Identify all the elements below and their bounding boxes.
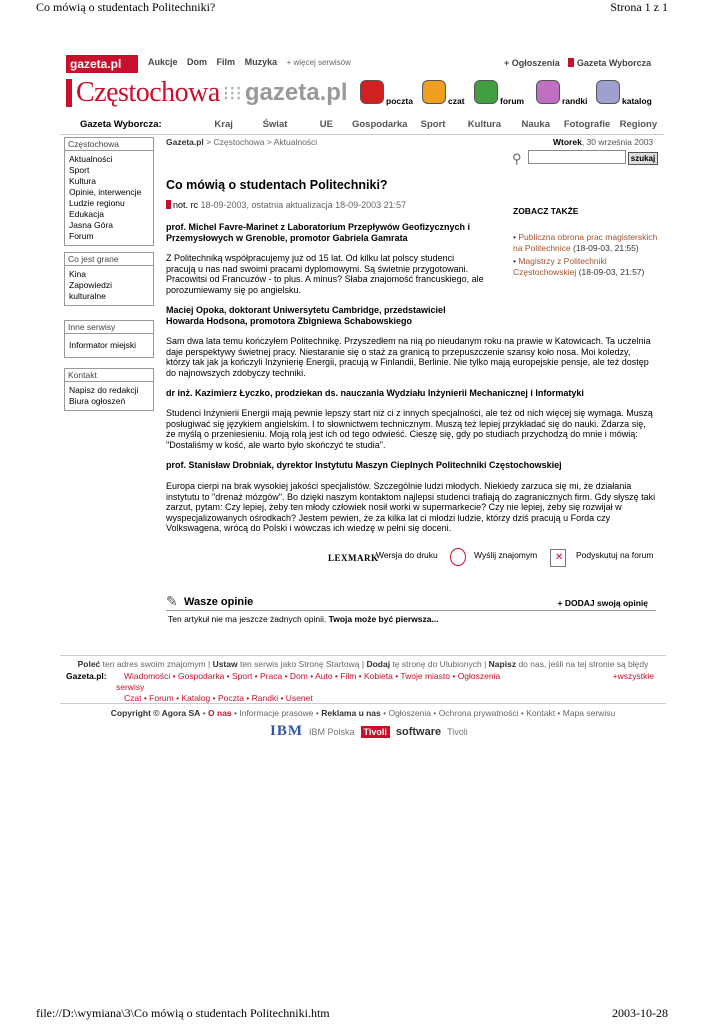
print-title: Co mówią o studentach Politechniki?	[36, 0, 216, 14]
article-actions	[326, 545, 666, 573]
speaker-3: dr inż. Kazimierz Łyczko, prodziekan ds. nauczania Wydziału Inżynierii Mechanicznej i Informatyki	[166, 388, 584, 398]
ogloszenia-link[interactable]: + Ogłoszenia	[504, 58, 560, 68]
gw-square-icon	[568, 58, 574, 67]
sidebar-header: Co jest grane	[65, 253, 153, 266]
speaker-2: Maciej Opoka, doktorant Uniwersytetu Cambridge, przedstawiciel Howarda Hodsona, promotora Zbigniewa Schabowskiego	[166, 305, 446, 326]
sidebar-kontakt	[64, 368, 154, 411]
breadcrumb-root[interactable]: Gazeta.pl	[166, 137, 204, 147]
print-footer	[36, 1006, 668, 1021]
gazeta-links	[66, 671, 662, 701]
ibm-logo[interactable]: IBM	[270, 723, 303, 739]
sidebar-item-edukacja[interactable]: Edukacja	[69, 209, 104, 219]
gazeta-logo[interactable]: gazeta.pl	[66, 55, 138, 73]
forum-icon	[474, 80, 498, 104]
lexmark-logo[interactable]: LEXMARK	[328, 553, 379, 563]
print-page: Strona 1 z 1	[610, 0, 668, 14]
bottom-text: do nas, jeśli na tej stronie są błędy	[516, 659, 649, 669]
add-favorites-link[interactable]: Dodaj	[366, 659, 391, 669]
sidebar-header: Częstochowa	[65, 138, 153, 151]
recommend-link[interactable]: Poleć	[77, 659, 101, 669]
set-homepage-link[interactable]: Ustaw	[212, 659, 238, 669]
mail-icon	[360, 80, 384, 104]
see-also-item[interactable]: • Publiczna obrona prac magisterskich na Politechnice (18-09-03, 21:55)	[513, 232, 658, 253]
nav-item-kultura[interactable]: Kultura	[467, 119, 502, 130]
chat-icon	[422, 80, 446, 104]
current-date	[553, 137, 653, 147]
opinions-divider	[166, 610, 656, 611]
print-date: 2003-10-28	[612, 1006, 668, 1020]
sponsors	[270, 723, 468, 740]
sidebar-inne-serwisy	[64, 320, 154, 358]
opinions-empty	[168, 614, 439, 624]
service-label: katalog	[622, 96, 652, 106]
nav-item-nauka[interactable]: Nauka	[521, 119, 550, 130]
nav-label: Gazeta Wyborcza:	[80, 119, 162, 130]
paragraph-3: Studenci Inżynierii Energii mają pewnie lepszy start niż ci z innych specjalności, ale też od nich więcej się wymaga. Muszą posługiwać się językiem angielskim. I to słownictwem technicznym. Muszą też lepiej przykładać się do nauki. Zdarza się, że myślą o przeniesieniu. Moją rolą jest ich od tego odwieść. Cieszę się, gdy po studiach przychodzą do mnie i mówią: "Dostaliśmy w kość, ale warto było skończyć te studia".	[166, 408, 653, 450]
search-button[interactable]: szukaj	[628, 152, 658, 165]
top-right-links	[504, 58, 651, 68]
breadcrumb	[166, 137, 317, 147]
masthead[interactable]	[66, 78, 356, 108]
article-byline	[166, 200, 406, 210]
byline-marker-icon	[166, 200, 171, 209]
tivoli-text[interactable]: Tivoli	[447, 726, 468, 737]
nav-item-regiony[interactable]: Regiony	[619, 119, 658, 130]
sidebar-item-opinie[interactable]: Opinie, interwencje	[69, 187, 142, 197]
speaker-4: prof. Stanisław Drobniak, dyrektor Instytutu Maszyn Cieplnych Politechniki Częstochowskiej	[166, 460, 562, 470]
gazeta-links-row[interactable]: Wiadomości • Gospodarka • Sport • Praca • Dom • Auto • Film • Kobieta • Twoje miasto • Ogłoszenia	[124, 671, 501, 681]
copyright-text: Copyright © Agora SA	[110, 708, 201, 718]
see-also	[513, 206, 663, 278]
ibm-polska[interactable]: IBM Polska	[309, 726, 355, 737]
service-label: randki	[562, 96, 588, 106]
see-also-date: (18-09-03, 21:55)	[573, 243, 639, 253]
nav-item-fotografie[interactable]: Fotografie	[563, 119, 611, 130]
sidebar-czestochowa	[64, 137, 154, 246]
sidebar-item-zapowiedzi[interactable]: Zapowiedzi	[69, 280, 112, 290]
byline-author: not. rc	[173, 200, 199, 210]
more-services-link[interactable]: + więcej serwisów	[286, 58, 351, 67]
pencil-icon: ✎	[166, 593, 178, 609]
sidebar-item-kulturalne[interactable]: kulturalne	[69, 291, 106, 301]
date-icon	[536, 80, 560, 104]
opinions-empty-text: Ten artykuł nie ma jeszcze żadnych opinii.	[168, 614, 329, 624]
sidebar-item-sport[interactable]: Sport	[69, 165, 90, 175]
see-also-link[interactable]: Magistrzy z Politechniki Częstochowskiej	[513, 256, 607, 277]
nav-item-gospodarka[interactable]: Gospodarka	[351, 119, 408, 130]
see-also-link[interactable]: Publiczna obrona prac magisterskich na Politechnice	[513, 232, 658, 253]
see-also-date: (18-09-03, 21:57)	[578, 267, 645, 277]
breadcrumb-rest[interactable]: > Częstochowa > Aktualności	[203, 137, 318, 147]
copyright-links[interactable]: • Ogłoszenia • Ochrona prywatności • Kontakt • Mapa serwisu	[380, 708, 616, 718]
top-link-film[interactable]: Film	[216, 57, 236, 67]
nav-item-kraj[interactable]: Kraj	[214, 119, 233, 130]
service-label: czat	[448, 96, 465, 106]
gazeta-wyborcza-link[interactable]: Gazeta Wyborcza	[576, 58, 652, 68]
masthead-brand: gazeta.pl	[244, 79, 348, 106]
bottom-text: tę stronę do Ulubionych |	[390, 659, 489, 669]
search-input[interactable]	[528, 150, 626, 164]
date-rest: , 30 września 2003	[581, 137, 654, 147]
nav-item-ue[interactable]: UE	[319, 119, 333, 130]
paragraph-4: Europa cierpi na brak wysokiej jakości specjalistów. Szczególnie ludzi młodych. Niekiedy zarzuca się mi, że działania instytutu to "drenaż mózgów". Bo dzięki naszym kontaktom najlepsi studenci trafiają do zagranicznych firm. Gdy słyszę taki zarzut, pytam: Czy lepiej, żeby ten młody człowiek nosił worki w supermarkecie? Czy nie lepiej, żeby się rozwijał w wyspecjalizowanych ośrodkach? Jestem pewien, że za kilka lat ci młodzi ludzie, którzy dziś pracują u Forda czy Volkswagena, wrócą do Polski i wówczas ich wiedzę w pełni się doceni.	[166, 481, 656, 533]
bottom-utility-bar	[60, 655, 666, 669]
send-to-friends-link[interactable]: Wyślij znajomym	[474, 550, 538, 560]
about-link[interactable]: O nas	[208, 708, 232, 718]
gazeta-links-row[interactable]: Czat • Forum • Katalog • Poczta • Randki • Usenet	[124, 693, 313, 703]
top-link-dom[interactable]: Dom	[187, 57, 208, 67]
date-day: Wtorek	[553, 137, 582, 147]
print-version-link[interactable]: Wersja do druku	[376, 550, 438, 560]
masthead-city: Częstochowa	[76, 77, 220, 108]
software-label: software	[395, 725, 442, 738]
dots-icon: ⁝⁝⁝	[222, 82, 242, 105]
opinions-title: Wasze opinie	[184, 596, 254, 608]
search-icon: ⚲	[512, 151, 522, 166]
advertising-link[interactable]: Reklama u nas	[321, 708, 381, 718]
print-path: file://D:\wymiana\3\Co mówią o studentach Politechniki.htm	[36, 1006, 330, 1020]
service-label: forum	[500, 96, 525, 106]
nav-item-swiat[interactable]: Świat	[262, 119, 288, 130]
service-label: poczta	[386, 96, 413, 106]
discuss-icon[interactable]: ✕	[550, 549, 566, 567]
nav-item-sport[interactable]: Sport	[420, 119, 446, 130]
article-title: Co mówią o studentach Politechniki?	[166, 178, 388, 192]
sidebar-item-napisz[interactable]: Napisz do redakcji	[69, 385, 139, 395]
sidebar-header: Inne serwisy	[65, 321, 153, 334]
masthead-bar	[66, 79, 72, 107]
sidebar-item-informator[interactable]: Informator miejski	[69, 340, 137, 350]
speaker-1: prof. Michel Favre-Marinet z Laboratorium Przepływów Geofizycznych i Przemysłowych w Grenoble, promotor Gabriela Gamrata	[166, 222, 471, 243]
gazeta-links-label: Gazeta.pl:	[66, 671, 107, 681]
paragraph-1: Z Politechniką współpracujemy już od 15 lat. Od kilku lat polscy studenci pracują u nas nad swoimi pracami dyplomowymi. Są świetnie przygotowani. Pracowitsi od Francuzów - to plus. A minus? Słaba znajomość francuskiego, ale porozumiewamy się po angielsku.	[166, 253, 484, 295]
write-us-link[interactable]: Napisz	[488, 659, 517, 669]
catalog-icon	[596, 80, 620, 104]
sidebar-item-forum[interactable]: Forum	[69, 231, 94, 241]
top-link-muzyka[interactable]: Muzyka	[244, 57, 278, 67]
sidebar-header: Kontakt	[65, 369, 153, 382]
byline-dates: 18-09-2003, ostatnia aktualizacja 18-09-2003 21:57	[198, 200, 407, 210]
add-opinion-link[interactable]: + DODAJ swoją opinię	[557, 598, 648, 608]
paragraph-2: Sam dwa lata temu kończyłem Politechnikę. Przyszedłem na nią po nieudanym roku na prawie w Katowicach. Ta uczelnia daje perspektywy świetnej pracy. Niestaranie się o staż za granicą to przepuszczenie szansy koło nosa. Moi koledzy, którzy tak jak ja kończyli Inżynierię Energii, pracują w Finlandii, Berlinie. Nie tylko mają europejskie pensje, ale też dostęp do najnowszych zdobyczy techniki.	[166, 336, 651, 378]
see-also-title: ZOBACZ TAKŻE	[513, 206, 579, 216]
opinions-section	[166, 593, 656, 623]
sidebar-item-ludzie[interactable]: Ludzie regionu	[69, 198, 125, 208]
tivoli-logo[interactable]: Tivoli	[361, 726, 390, 738]
opinions-first: Twoja może być pierwsza...	[328, 614, 439, 624]
top-link-aukcje[interactable]: Aukcje	[148, 57, 178, 67]
copyright-bar: Copyright © Agora SA • O nas • Informacje prasowe • Reklama u nas • Ogłoszenia • Ochrona prywatności • Kontakt • Mapa serwisu	[60, 703, 666, 718]
gazeta-links-list	[116, 671, 606, 704]
sidebar-item-kina[interactable]: Kina	[69, 269, 87, 279]
bottom-text: ten adres swoim znajomym |	[100, 659, 213, 669]
see-also-item[interactable]: • Magistrzy z Politechniki Częstochowskiej (18-09-03, 21:57)	[513, 256, 645, 277]
sidebar-co-jest-grane	[64, 252, 154, 306]
copyright-links[interactable]: • Informacje prasowe •	[231, 708, 322, 718]
sidebar-item-jasna-gora[interactable]: Jasna Góra	[69, 220, 113, 230]
sidebar-item-kultura[interactable]: Kultura	[69, 176, 96, 186]
discuss-forum-link[interactable]: Podyskutuj na forum	[576, 550, 654, 560]
gazeta-links-row[interactable]: serwisy	[116, 682, 145, 692]
main-nav	[60, 115, 664, 135]
all-services-link[interactable]: +wszystkie	[612, 671, 654, 681]
send-email-icon[interactable]	[450, 548, 466, 566]
sidebar-item-biura[interactable]: Biura ogłoszeń	[69, 396, 126, 406]
print-header	[36, 0, 668, 16]
top-links	[148, 57, 358, 67]
sidebar-item-aktualnosci[interactable]: Aktualności	[69, 154, 113, 164]
bottom-text: ten serwis jako Stronę Startową |	[237, 659, 367, 669]
